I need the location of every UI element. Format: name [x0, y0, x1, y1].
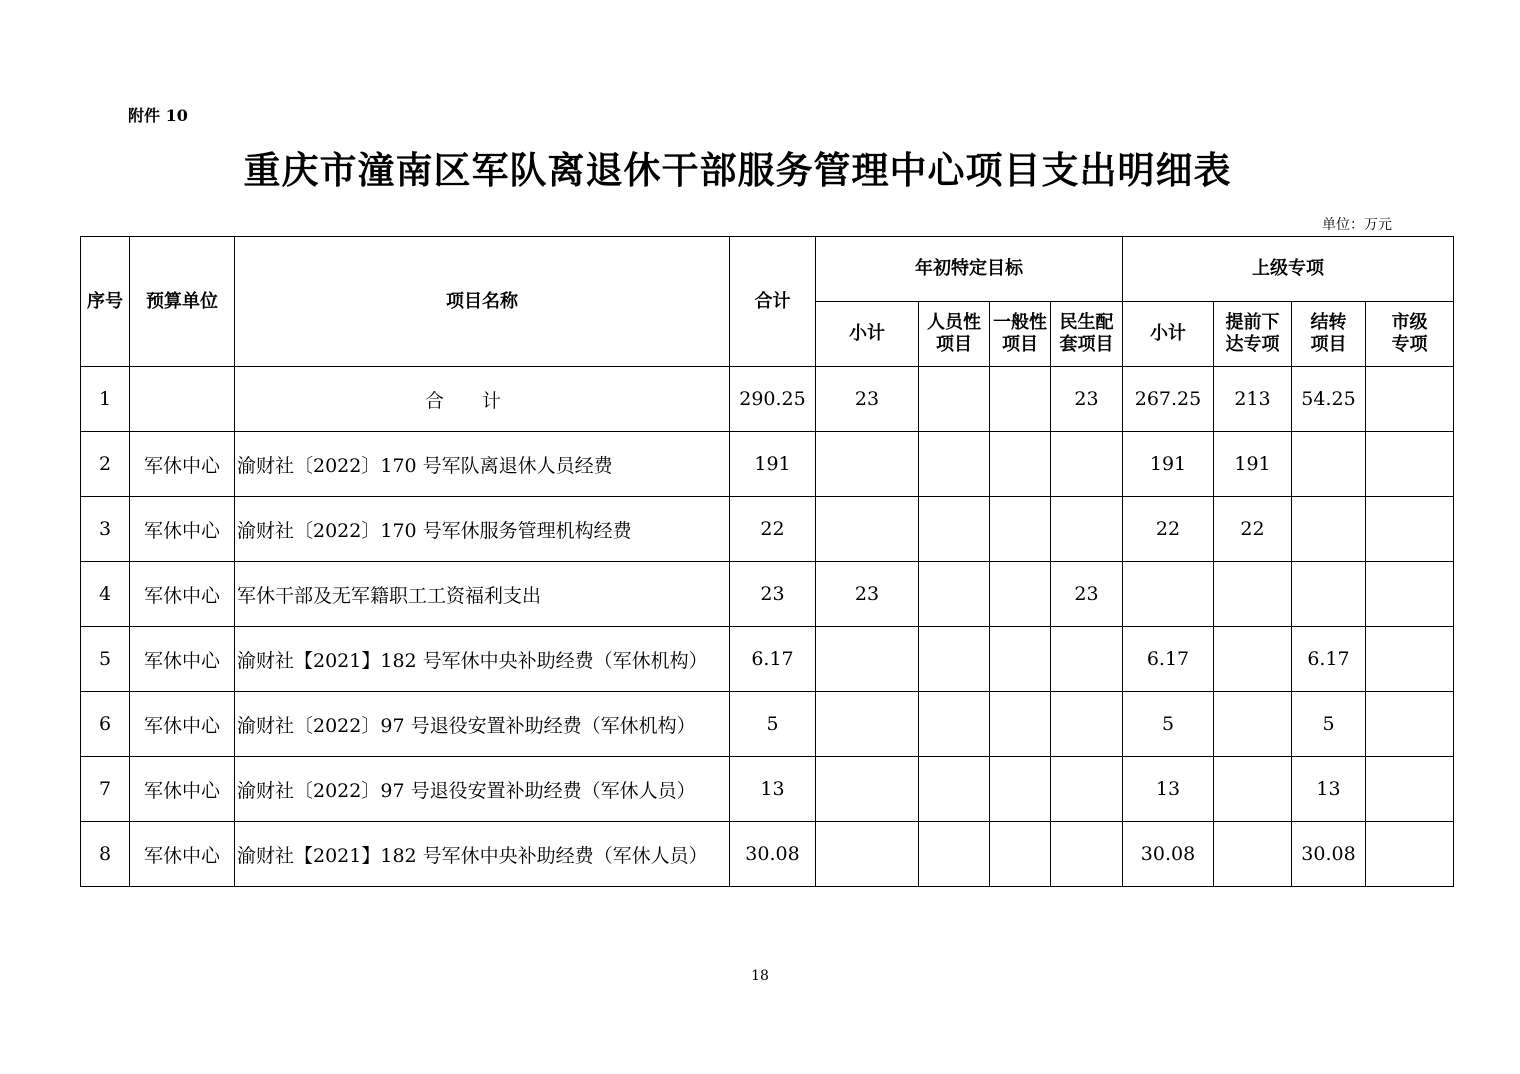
cell-annual-personnel	[919, 367, 990, 432]
cell-superior-carryover: 5	[1292, 692, 1366, 757]
cell-annual-livelihood	[1051, 757, 1123, 822]
cell-annual-livelihood	[1051, 497, 1123, 562]
cell-superior-carryover	[1292, 497, 1366, 562]
cell-annual-personnel	[919, 822, 990, 887]
cell-annual-personnel	[919, 692, 990, 757]
cell-superior-carryover: 6.17	[1292, 627, 1366, 692]
cell-superior-city	[1366, 692, 1454, 757]
cell-superior-city	[1366, 497, 1454, 562]
header-superior-group: 上级专项	[1123, 237, 1454, 302]
cell-total: 6.17	[730, 627, 816, 692]
cell-superior-city	[1366, 367, 1454, 432]
cell-seq: 3	[81, 497, 130, 562]
table-row	[81, 497, 1454, 562]
cell-unit: 军休中心	[130, 757, 235, 822]
cell-annual-personnel	[919, 757, 990, 822]
cell-total: 5	[730, 692, 816, 757]
cell-annual-general	[990, 367, 1051, 432]
header-superior-subtotal: 小计	[1123, 302, 1214, 367]
cell-annual-personnel	[919, 627, 990, 692]
cell-annual-general	[990, 822, 1051, 887]
cell-project: 渝财社〔2022〕97 号退役安置补助经费（军休人员）	[235, 757, 730, 822]
cell-superior-advance	[1214, 562, 1292, 627]
cell-project: 渝财社【2021】182 号军休中央补助经费（军休机构）	[235, 627, 730, 692]
cell-unit: 军休中心	[130, 562, 235, 627]
cell-superior-subtotal: 5	[1123, 692, 1214, 757]
cell-seq: 7	[81, 757, 130, 822]
cell-unit: 军休中心	[130, 432, 235, 497]
header-annual-subtotal: 小计	[816, 302, 919, 367]
cell-superior-subtotal	[1123, 562, 1214, 627]
cell-superior-advance	[1214, 822, 1292, 887]
cell-annual-subtotal	[816, 757, 919, 822]
cell-total: 191	[730, 432, 816, 497]
cell-superior-subtotal: 30.08	[1123, 822, 1214, 887]
cell-annual-subtotal	[816, 822, 919, 887]
table-row	[81, 822, 1454, 887]
cell-annual-general	[990, 757, 1051, 822]
table-row	[81, 757, 1454, 822]
cell-project: 渝财社〔2022〕170 号军休服务管理机构经费	[235, 497, 730, 562]
cell-project: 渝财社〔2022〕170 号军队离退休人员经费	[235, 432, 730, 497]
cell-superior-city	[1366, 627, 1454, 692]
cell-unit: 军休中心	[130, 822, 235, 887]
table-row	[81, 627, 1454, 692]
cell-annual-general	[990, 627, 1051, 692]
header-superior-advance: 提前下 达专项	[1214, 302, 1292, 367]
header-superior-carryover: 结转 项目	[1292, 302, 1366, 367]
cell-total: 30.08	[730, 822, 816, 887]
cell-superior-subtotal: 267.25	[1123, 367, 1214, 432]
expenditure-table	[80, 236, 1454, 887]
attachment-label: 附件 10	[128, 106, 188, 125]
cell-unit	[130, 367, 235, 432]
cell-superior-advance	[1214, 627, 1292, 692]
cell-superior-subtotal: 6.17	[1123, 627, 1214, 692]
cell-annual-personnel	[919, 432, 990, 497]
cell-project: 军休干部及无军籍职工工资福利支出	[235, 562, 730, 627]
cell-project: 合计	[235, 367, 730, 432]
cell-superior-subtotal: 191	[1123, 432, 1214, 497]
cell-annual-subtotal	[816, 497, 919, 562]
cell-superior-city	[1366, 562, 1454, 627]
unit-label: 单位：万元	[1322, 217, 1392, 233]
cell-superior-subtotal: 22	[1123, 497, 1214, 562]
cell-seq: 5	[81, 627, 130, 692]
cell-annual-general	[990, 562, 1051, 627]
cell-superior-advance: 213	[1214, 367, 1292, 432]
cell-superior-carryover: 13	[1292, 757, 1366, 822]
cell-superior-carryover: 54.25	[1292, 367, 1366, 432]
header-total: 合计	[730, 237, 816, 367]
table-row	[81, 562, 1454, 627]
cell-annual-livelihood: 23	[1051, 562, 1123, 627]
cell-seq: 4	[81, 562, 130, 627]
cell-unit: 军休中心	[130, 692, 235, 757]
cell-annual-livelihood	[1051, 627, 1123, 692]
cell-annual-personnel	[919, 497, 990, 562]
cell-annual-personnel	[919, 562, 990, 627]
cell-superior-carryover	[1292, 432, 1366, 497]
cell-annual-subtotal	[816, 692, 919, 757]
cell-annual-livelihood	[1051, 432, 1123, 497]
cell-superior-city	[1366, 822, 1454, 887]
header-annual-general: 一般性 项目	[990, 302, 1051, 367]
cell-seq: 2	[81, 432, 130, 497]
cell-project: 渝财社〔2022〕97 号退役安置补助经费（军休机构）	[235, 692, 730, 757]
header-annual-livelihood: 民生配 套项目	[1051, 302, 1123, 367]
header-annual-personnel: 人员性 项目	[919, 302, 990, 367]
cell-superior-carryover	[1292, 562, 1366, 627]
cell-superior-city	[1366, 432, 1454, 497]
cell-superior-advance	[1214, 757, 1292, 822]
header-budget-unit: 预算单位	[130, 237, 235, 367]
cell-annual-livelihood	[1051, 692, 1123, 757]
cell-annual-livelihood	[1051, 822, 1123, 887]
header-annual-group: 年初特定目标	[816, 237, 1123, 302]
cell-total: 290.25	[730, 367, 816, 432]
table-header	[81, 237, 1454, 367]
cell-annual-subtotal: 23	[816, 562, 919, 627]
cell-annual-general	[990, 692, 1051, 757]
cell-seq: 6	[81, 692, 130, 757]
cell-total: 13	[730, 757, 816, 822]
table-row	[81, 692, 1454, 757]
cell-unit: 军休中心	[130, 497, 235, 562]
cell-annual-livelihood: 23	[1051, 367, 1123, 432]
cell-annual-subtotal	[816, 432, 919, 497]
cell-total: 22	[730, 497, 816, 562]
page-title: 重庆市潼南区军队离退休干部服务管理中心项目支出明细表	[243, 148, 1232, 192]
cell-project: 渝财社【2021】182 号军休中央补助经费（军休人员）	[235, 822, 730, 887]
header-superior-city: 市级 专项	[1366, 302, 1454, 367]
cell-superior-advance: 191	[1214, 432, 1292, 497]
cell-annual-subtotal: 23	[816, 367, 919, 432]
page-number: 18	[751, 968, 769, 984]
header-seq: 序号	[81, 237, 130, 367]
cell-superior-advance	[1214, 692, 1292, 757]
cell-superior-city	[1366, 757, 1454, 822]
header-project-name: 项目名称	[235, 237, 730, 367]
cell-annual-general	[990, 432, 1051, 497]
cell-seq: 8	[81, 822, 130, 887]
cell-superior-subtotal: 13	[1123, 757, 1214, 822]
cell-annual-subtotal	[816, 627, 919, 692]
cell-annual-general	[990, 497, 1051, 562]
cell-unit: 军休中心	[130, 627, 235, 692]
table-body	[81, 367, 1454, 887]
table-row	[81, 432, 1454, 497]
cell-superior-carryover: 30.08	[1292, 822, 1366, 887]
cell-seq: 1	[81, 367, 130, 432]
cell-superior-advance: 22	[1214, 497, 1292, 562]
table-row	[81, 367, 1454, 432]
cell-total: 23	[730, 562, 816, 627]
